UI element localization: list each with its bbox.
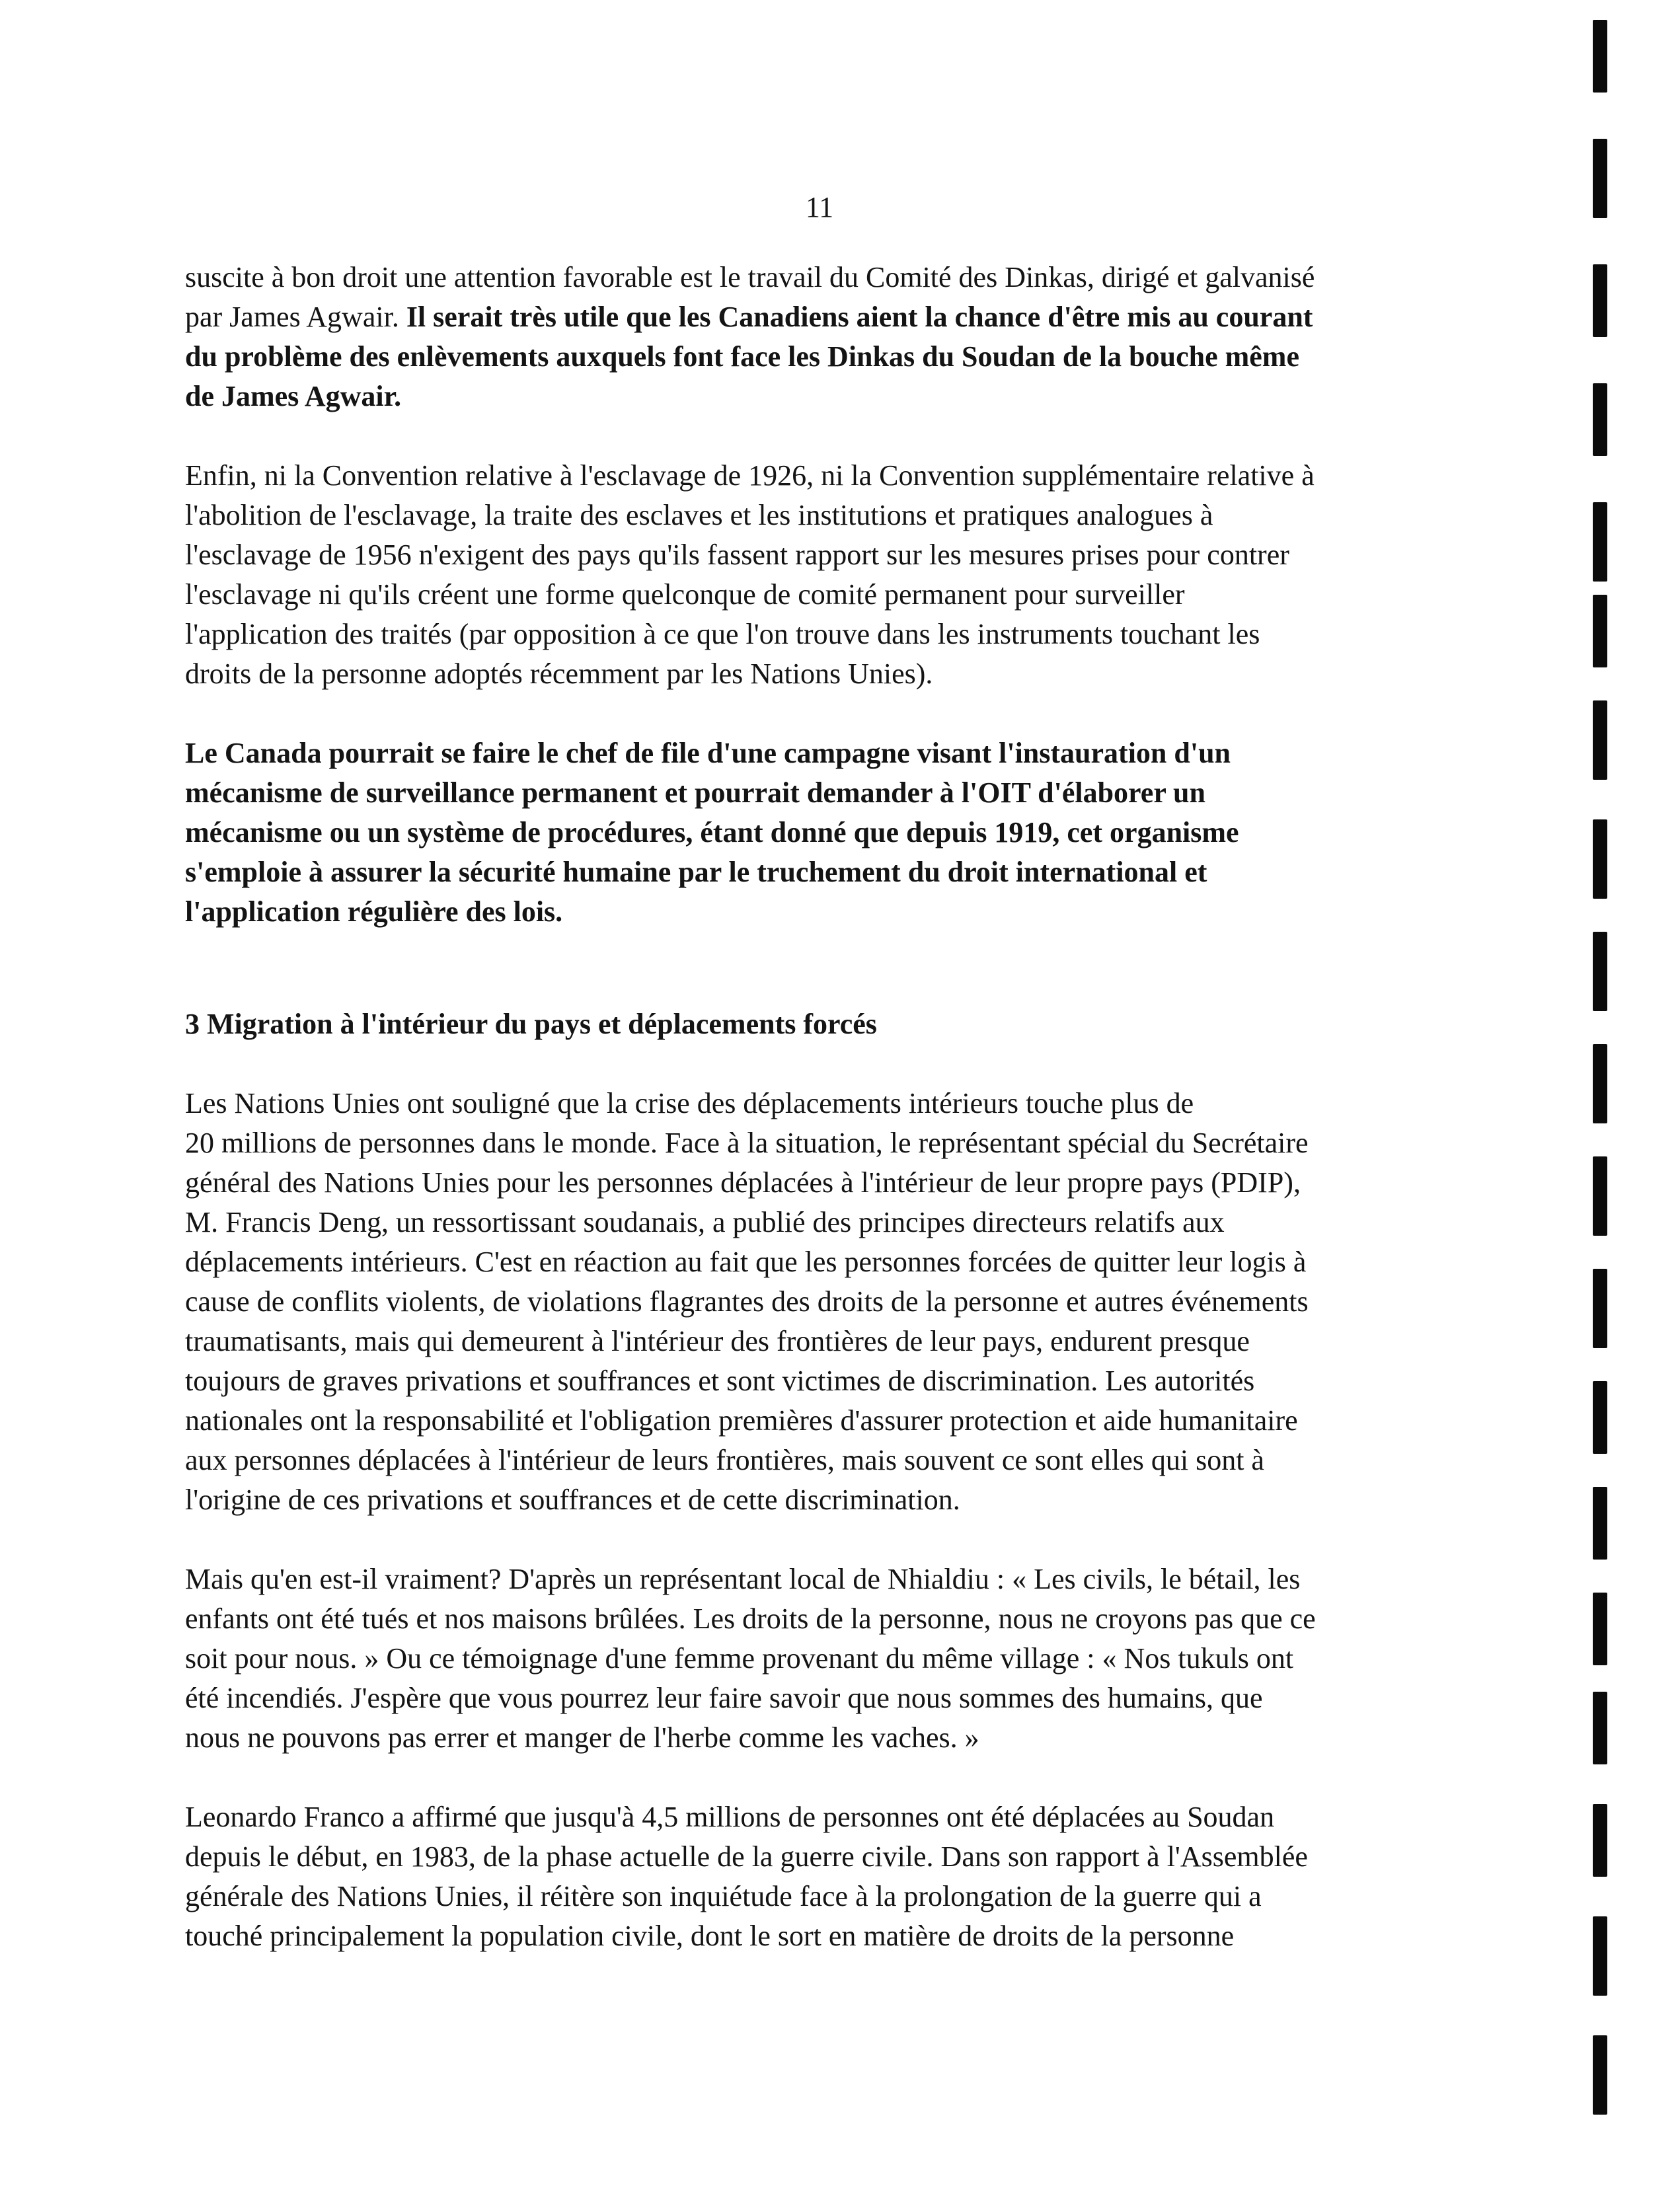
text-line: Mais qu'en est-il vraiment? D'après un représentant local de Nhialdiu : « Les civils, le bétail, les: [185, 1563, 1301, 1595]
text-line: traumatisants, mais qui demeurent à l'intérieur des frontières de leur pays, endurent presque: [185, 1325, 1250, 1357]
scan-mark: [1593, 502, 1607, 582]
paragraph-leonardo-franco: [185, 1797, 1480, 1956]
scan-mark: [1593, 264, 1607, 337]
scan-mark: [1593, 595, 1607, 667]
scan-margin-marks: [1593, 0, 1619, 2186]
text-line: général des Nations Unies pour les personnes déplacées à l'intérieur de leur propre pays (PDIP),: [185, 1166, 1301, 1199]
text-line: toujours de graves privations et souffrances et sont victimes de discrimination. Les autorités: [185, 1365, 1255, 1397]
scan-mark: [1593, 700, 1607, 780]
scan-mark: [1593, 819, 1607, 899]
scan-mark: [1593, 932, 1607, 1011]
text-line: aux personnes déplacées à l'intérieur de leurs frontières, mais souvent ce sont elles qui sont à: [185, 1444, 1264, 1476]
scan-mark: [1593, 1156, 1607, 1236]
scan-mark: [1593, 1487, 1607, 1560]
scan-mark: [1593, 1593, 1607, 1665]
text-line: s'emploie à assurer la sécurité humaine par le truchement du droit international et: [185, 856, 1207, 888]
text-line: déplacements intérieurs. C'est en réaction au fait que les personnes forcées de quitter leur logis à: [185, 1246, 1307, 1278]
text-line: suscite à bon droit une attention favorable est le travail du Comité des Dinkas, dirigé et galvanisé: [185, 261, 1315, 293]
text-line: générale des Nations Unies, il réitère son inquiétude face à la prolongation de la guerre qui a: [185, 1880, 1262, 1912]
paragraph-displacement-crisis: [185, 1084, 1480, 1520]
text-line: l'origine de ces privations et souffrances et de cette discrimination.: [185, 1484, 960, 1516]
text-line: l'application régulière des lois.: [185, 895, 563, 928]
text-line: Le Canada pourrait se faire le chef de file d'une campagne visant l'instauration d'un: [185, 737, 1231, 769]
scan-mark: [1593, 2035, 1607, 2115]
text-line: cause de conflits violents, de violations flagrantes des droits de la personne et autres événements: [185, 1285, 1309, 1318]
text-line: l'abolition de l'esclavage, la traite des esclaves et les institutions et pratiques analogues à: [185, 499, 1213, 531]
section-heading: 3 Migration à l'intérieur du pays et déplacements forcés: [185, 1008, 877, 1040]
text-line: soit pour nous. » Ou ce témoignage d'une femme provenant du même village : « Nos tukuls ont: [185, 1642, 1294, 1675]
scan-mark: [1593, 1269, 1607, 1348]
page-number: 11: [805, 191, 834, 223]
text-line: touché principalement la population civile, dont le sort en matière de droits de la personne: [185, 1920, 1235, 1952]
text-line: été incendiés. J'espère que vous pourrez leur faire savoir que nous sommes des humains, que: [185, 1682, 1263, 1714]
text-line: par James Agwair. Il serait très utile que les Canadiens aient la chance d'être mis au courant: [185, 301, 1313, 333]
scan-mark: [1593, 383, 1607, 456]
scan-mark: [1593, 20, 1607, 93]
text-line: l'application des traités (par opposition à ce que l'on trouve dans les instruments touchant les: [185, 618, 1260, 650]
text-line: 20 millions de personnes dans le monde. Face à la situation, le représentant spécial du Secrétaire: [185, 1127, 1309, 1159]
paragraph-canada-recommendation: [185, 734, 1480, 932]
text-line: depuis le début, en 1983, de la phase actuelle de la guerre civile. Dans son rapport à l'Assemblée: [185, 1840, 1308, 1873]
text-line: mécanisme ou un système de procédures, étant donné que depuis 1919, cet organisme: [185, 816, 1239, 848]
scan-mark: [1593, 1044, 1607, 1123]
paragraph-dinka-committee: [185, 258, 1480, 416]
text-line: l'esclavage de 1956 n'exigent des pays qu'ils fassent rapport sur les mesures prises pour contrer: [185, 539, 1289, 571]
text-line: Les Nations Unies ont souligné que la crise des déplacements intérieurs touche plus de: [185, 1087, 1194, 1119]
text-line: droits de la personne adoptés récemment par les Nations Unies).: [185, 658, 933, 690]
scan-mark: [1593, 139, 1607, 218]
text-line: mécanisme de surveillance permanent et pourrait demander à l'OIT d'élaborer un: [185, 776, 1205, 809]
paragraph-testimonies: [185, 1560, 1480, 1758]
text-line: Enfin, ni la Convention relative à l'esclavage de 1926, ni la Convention supplémentaire relative à: [185, 459, 1315, 492]
text-line: nous ne pouvons pas errer et manger de l'herbe comme les vaches. »: [185, 1721, 979, 1754]
scan-mark: [1593, 1381, 1607, 1454]
text-line: Leonardo Franco a affirmé que jusqu'à 4,5 millions de personnes ont été déplacées au Soudan: [185, 1801, 1275, 1833]
text-line: enfants ont été tués et nos maisons brûlées. Les droits de la personne, nous ne croyons pas que ce: [185, 1602, 1316, 1635]
text-line: nationales ont la responsabilité et l'obligation premières d'assurer protection et aide humanitaire: [185, 1404, 1298, 1437]
scan-mark: [1593, 1804, 1607, 1877]
scan-mark: [1593, 1916, 1607, 1996]
text-line: de James Agwair.: [185, 380, 402, 412]
text-line: M. Francis Deng, un ressortissant soudanais, a publié des principes directeurs relatifs aux: [185, 1206, 1225, 1238]
paragraph-slavery-conventions: [185, 456, 1480, 694]
text-line: l'esclavage ni qu'ils créent une forme quelconque de comité permanent pour surveiller: [185, 578, 1185, 611]
text-line: du problème des enlèvements auxquels font face les Dinkas du Soudan de la bouche même: [185, 340, 1299, 373]
scan-mark: [1593, 1692, 1607, 1764]
